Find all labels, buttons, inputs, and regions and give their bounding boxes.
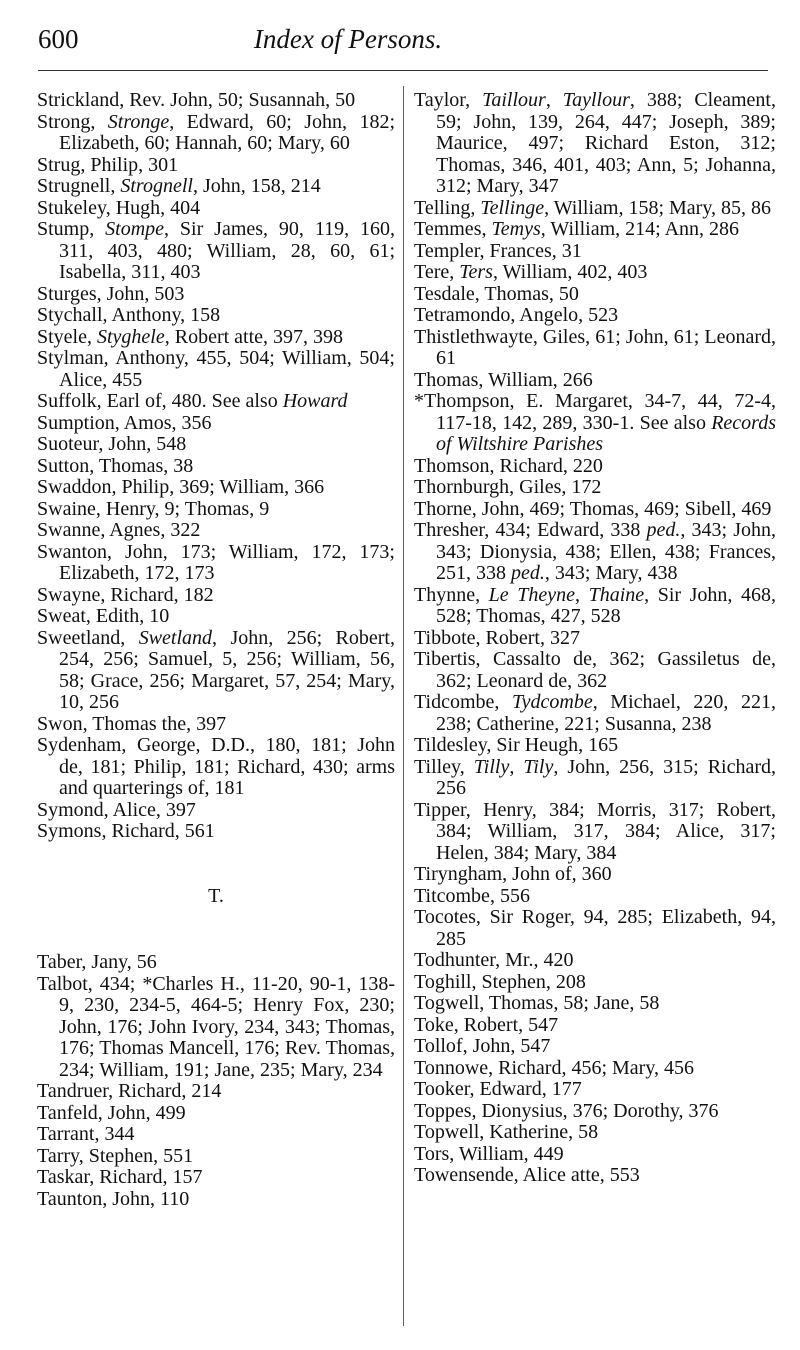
page-number: 600	[38, 24, 79, 54]
header-rule	[38, 70, 768, 71]
index-entry: Thresher, 434; Edward, 338 ped., 343; John, 343; Dionysia, 438; Ellen, 438; Frances, 251, 338 ped., 343; Mary, 438	[414, 519, 777, 584]
index-entry: Thistlethwayte, Giles, 61; John, 61; Leonard, 61	[414, 325, 776, 369]
index-entry: Strong, Stronge, Edward, 60; John, 182; Elizabeth, 60; Hannah, 60; Mary, 60	[37, 110, 396, 154]
index-entry: Strugnell, Strognell, John, 158, 214	[37, 175, 321, 197]
index-entry: Stukeley, Hugh, 404	[37, 196, 201, 219]
index-entry: Toke, Robert, 547	[414, 1013, 559, 1036]
index-entry: Tooker, Edward, 177	[414, 1078, 582, 1100]
index-entry: Tere, Ters, William, 402, 403	[414, 261, 648, 283]
index-entry: Styele, Styghele, Robert atte, 397, 398	[37, 325, 344, 348]
index-entry: Tandruer, Richard, 214	[37, 1080, 222, 1102]
entries-right-list	[414, 90, 776, 1187]
page-header	[38, 20, 768, 64]
index-entry: Tipper, Henry, 384; Morris, 317; Robert, 384; William, 317, 384; Alice, 317; Helen, 384; Mary, 384	[414, 798, 776, 864]
index-entry: Sutton, Thomas, 38	[37, 454, 194, 477]
section-letter-t: T.	[208, 884, 224, 907]
index-entry: Tarry, Stephen, 551	[37, 1144, 194, 1167]
index-entry: Talbot, 434; *Charles H., 11-20, 90-1, 138-9, 230, 234-5, 464-5; Henry Fox, 230; John, 176; John Ivory, 234, 343; Thomas, 176; Thomas Mancell, 176; Rev. Thomas, 234; William, 191; Jane, 235; Mary, 234	[37, 972, 395, 1081]
left-column	[37, 90, 395, 1210]
index-entry: Toppes, Dionysius, 376; Dorothy, 376	[414, 1099, 719, 1122]
index-entry: Towensende, Alice atte, 553	[414, 1164, 640, 1186]
index-entry: Tollof, John, 547	[414, 1035, 551, 1057]
index-entry: Thynne, Le Theyne, Thaine, Sir John, 468, 528; Thomas, 427, 528	[414, 583, 777, 627]
index-entry: Symons, Richard, 561	[37, 820, 215, 842]
index-entry: Swanne, Agnes, 322	[37, 519, 201, 541]
index-entry: Tesdale, Thomas, 50	[414, 282, 579, 305]
index-entry: Thomson, Richard, 220	[414, 454, 603, 477]
index-entry: Sturges, John, 503	[37, 282, 185, 305]
index-entry: Tibertis, Cassalto de, 362; Gassiletus de, 362; Leonard de, 362	[414, 648, 776, 692]
index-entry: Thornburgh, Giles, 172	[414, 476, 602, 498]
index-entry: Tildesley, Sir Heugh, 165	[414, 734, 619, 756]
index-entry: Tocotes, Sir Roger, 94, 285; Elizabeth, 94, 285	[414, 906, 776, 950]
index-entry: Sydenham, George, D.D., 180, 181; John de, 181; Philip, 181; Richard, 430; arms and quarterings of, 181	[37, 734, 395, 799]
running-title: Index of Persons.	[253, 24, 443, 54]
index-entry: Suffolk, Earl of, 480. See also Howard	[37, 390, 348, 412]
index-entry: Thomas, William, 266	[414, 368, 593, 391]
index-entry: Sweat, Edith, 10	[37, 605, 170, 627]
index-entry: Titcombe, 556	[414, 884, 530, 907]
index-entry: Swon, Thomas the, 397	[37, 712, 227, 735]
index-entry: Tilley, Tilly, Tily, John, 256, 315; Richard, 256	[414, 755, 776, 799]
index-entry: Temmes, Temys, William, 214; Ann, 286	[414, 218, 740, 240]
index-entry: Sumption, Amos, 356	[37, 411, 212, 434]
index-entry: Tiryngham, John of, 360	[414, 863, 612, 885]
index-entry: Templer, Frances, 31	[414, 239, 582, 262]
index-entry: Tetramondo, Angelo, 523	[414, 304, 619, 326]
column-divider	[403, 86, 404, 1326]
index-entry: Togwell, Thomas, 58; Jane, 58	[414, 992, 660, 1014]
index-entry: Stylman, Anthony, 455, 504; William, 504; Alice, 455	[37, 347, 395, 391]
index-entry: Toghill, Stephen, 208	[414, 970, 586, 993]
entries-s-list	[37, 90, 395, 843]
index-entry: Taskar, Richard, 157	[37, 1166, 203, 1188]
entries-t-list	[37, 952, 395, 1210]
index-entry: Taber, Jany, 56	[37, 951, 157, 973]
index-entry: Taylor, Taillour, Tayllour, 388; Cleament, 59; John, 139, 264, 447; Joseph, 389; Maurice, 497; Richard Eston, 312; Thomas, 346, 401, 403; Ann, 5; Johanna, 312; Mary, 347	[414, 89, 776, 197]
index-entry: Stump, Stompe, Sir James, 90, 119, 160, 311, 403, 480; William, 28, 60, 61; Isabella, 311, 403	[37, 218, 395, 283]
index-entry: Tanfeld, John, 499	[37, 1101, 186, 1124]
index-entry: Symond, Alice, 397	[37, 798, 196, 821]
index-entry: Tarrant, 344	[37, 1123, 135, 1145]
index-entry: Swayne, Richard, 182	[37, 583, 214, 606]
index-entry: Swaine, Henry, 9; Thomas, 9	[37, 497, 270, 520]
index-entry: Telling, Tellinge, William, 158; Mary, 85, 86	[414, 196, 772, 219]
index-entry: Stychall, Anthony, 158	[37, 304, 221, 326]
index-entry: Strug, Philip, 301	[37, 153, 179, 176]
index-entry: Swaddon, Philip, 369; William, 366	[37, 476, 325, 498]
index-entry: Swanton, John, 173; William, 172, 173; Elizabeth, 172, 173	[37, 540, 395, 584]
index-entry: Strickland, Rev. John, 50; Susannah, 50	[37, 89, 356, 111]
index-entry: Todhunter, Mr., 420	[414, 949, 574, 971]
index-entry: Tidcombe, Tydcombe, Michael, 220, 221, 238; Catherine, 221; Susanna, 238	[414, 691, 776, 735]
index-entry: Tibbote, Robert, 327	[414, 626, 580, 649]
index-entry: Sweetland, Swetland, John, 256; Robert, 254, 256; Samuel, 5, 256; William, 56, 58; Grace, 256; Margaret, 57, 254; Mary, 10, 256	[37, 626, 395, 713]
index-entry: Suoteur, John, 548	[37, 433, 187, 455]
index-entry: *Thompson, E. Margaret, 34-7, 44, 72-4, 117-18, 142, 289, 330-1. See also Records of Wiltshire Parishes	[414, 390, 776, 455]
index-entry: Tonnowe, Richard, 456; Mary, 456	[414, 1056, 695, 1079]
index-entry: Tors, William, 449	[414, 1142, 564, 1165]
index-entry: Taunton, John, 110	[37, 1187, 190, 1210]
index-entry: Thorne, John, 469; Thomas, 469; Sibell, 469	[414, 497, 772, 520]
right-column	[414, 90, 776, 1187]
index-entry: Topwell, Katherine, 58	[414, 1121, 599, 1143]
